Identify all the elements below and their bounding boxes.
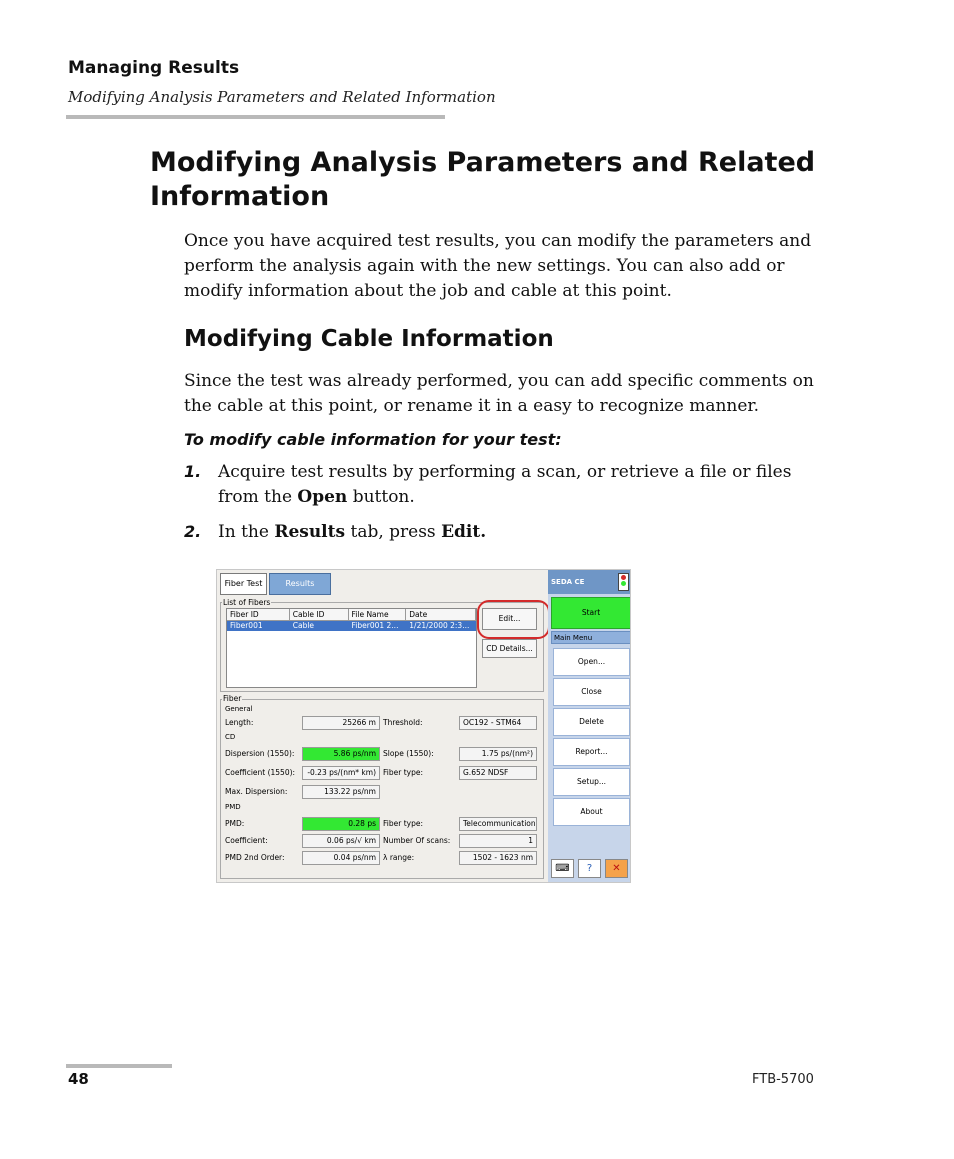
pmd-field: 0.28 ps (302, 817, 380, 831)
wavelength-range-label: λ range: (383, 853, 415, 862)
cable-paragraph: Since the test was already performed, you can add specific comments on the cable at this point, or rename it in a easy to recognize manner. (184, 371, 814, 416)
cd-details-button[interactable]: CD Details... (482, 639, 537, 658)
fiber-type-field: G.652 NDSF (459, 766, 537, 780)
main-menu-sidebar (548, 570, 631, 883)
open-button[interactable]: Open... (553, 648, 630, 676)
edit-highlight-ring (477, 600, 550, 639)
procedure-title: To modify cable information for your test: (184, 430, 562, 449)
header-divider (66, 115, 445, 119)
page-title: Modifying Analysis Parameters and Related Information (150, 147, 816, 212)
max-dispersion-field: 133.22 ps/nm (302, 785, 380, 799)
help-icon[interactable]: ? (578, 859, 601, 878)
fiber-list[interactable] (226, 608, 477, 688)
coefficient-field: -0.23 ps/(nm* km) (302, 766, 380, 780)
column-date[interactable]: Date (406, 609, 476, 620)
length-label: Length: (225, 718, 254, 727)
fiber-group-label: Fiber (223, 694, 242, 703)
pmd-fiber-type-field: Telecommunication (459, 817, 537, 831)
fiber-list-header (227, 609, 476, 621)
general-section-label: General (225, 705, 253, 713)
row-file-name: Fiber001 2... (351, 621, 399, 630)
close-button[interactable]: Close (553, 678, 630, 706)
column-fiber-id[interactable]: Fiber ID (227, 609, 290, 620)
length-field: 25266 m (302, 716, 380, 730)
edit-button[interactable]: Edit... (482, 608, 537, 630)
running-header-section: Managing Results (68, 58, 240, 78)
step-number: 1. (184, 462, 202, 481)
main-menu-label: Main Menu (551, 631, 631, 644)
about-button[interactable]: About (553, 798, 630, 826)
status-light-icon (618, 573, 629, 591)
scans-field: 1 (459, 834, 537, 848)
running-header-subsection: Modifying Analysis Parameters and Related Information (68, 88, 496, 106)
list-of-fibers-label: List of Fibers (223, 598, 271, 607)
step-text: Acquire test results by performing a scan, or retrieve a file or files from the Open button. (218, 462, 792, 507)
delete-button[interactable]: Delete (553, 708, 630, 736)
page-number: 48 (68, 1070, 89, 1088)
setup-button[interactable]: Setup... (553, 768, 630, 796)
footer-divider (66, 1064, 172, 1068)
start-button[interactable]: Start (551, 597, 631, 629)
pmd-label: PMD: (225, 819, 245, 828)
keyboard-icon[interactable]: ⌨ (551, 859, 574, 878)
pmd-2nd-order-label: PMD 2nd Order: (225, 853, 285, 862)
max-dispersion-label: Max. Dispersion: (225, 787, 288, 796)
report-button[interactable]: Report... (553, 738, 630, 766)
step-text: In the Results tab, press Edit. (218, 522, 487, 542)
intro-paragraph: Once you have acquired test results, you can modify the parameters and perform the analysis again with the new settings. You can also add or modify information about the job and cable at this point. (184, 231, 812, 301)
close-app-icon[interactable]: ✕ (605, 859, 628, 878)
threshold-field: OC192 - STM64 (459, 716, 537, 730)
pmd-coefficient-field: 0.06 ps/√ km (302, 834, 380, 848)
slope-label: Slope (1550): (383, 749, 434, 758)
cd-section-label: CD (225, 733, 236, 741)
step-number: 2. (184, 522, 202, 541)
column-file-name[interactable]: File Name (349, 609, 407, 620)
seda-title-bar: SEDA CE (548, 570, 631, 594)
column-cable-id[interactable]: Cable ID (290, 609, 349, 620)
fiber-type-label: Fiber type: (383, 768, 423, 777)
section-heading: Modifying Cable Information (184, 326, 554, 352)
pmd-fiber-type-label: Fiber type: (383, 819, 423, 828)
scans-label: Number Of scans: (383, 836, 451, 845)
pmd-coefficient-label: Coefficient: (225, 836, 268, 845)
pmd-section-label: PMD (225, 803, 241, 811)
dispersion-label: Dispersion (1550): (225, 749, 295, 758)
dispersion-field: 5.86 ps/nm (302, 747, 380, 761)
row-date: 1/21/2000 2:3... (409, 621, 470, 630)
tab-fiber-test[interactable]: Fiber Test (220, 573, 267, 595)
coefficient-label: Coefficient (1550): (225, 768, 296, 777)
row-cable-id: Cable (292, 621, 315, 630)
pmd-2nd-order-field: 0.04 ps/nm (302, 851, 380, 865)
threshold-label: Threshold: (383, 718, 423, 727)
table-row[interactable] (227, 621, 476, 631)
slope-field: 1.75 ps/(nm²) (459, 747, 537, 761)
wavelength-range-field: 1502 - 1623 nm (459, 851, 537, 865)
product-name: FTB-5700 (752, 1072, 814, 1087)
row-fiber-id: Fiber001 (230, 621, 263, 630)
app-screenshot (216, 569, 631, 883)
tab-results[interactable]: Results (269, 573, 331, 595)
